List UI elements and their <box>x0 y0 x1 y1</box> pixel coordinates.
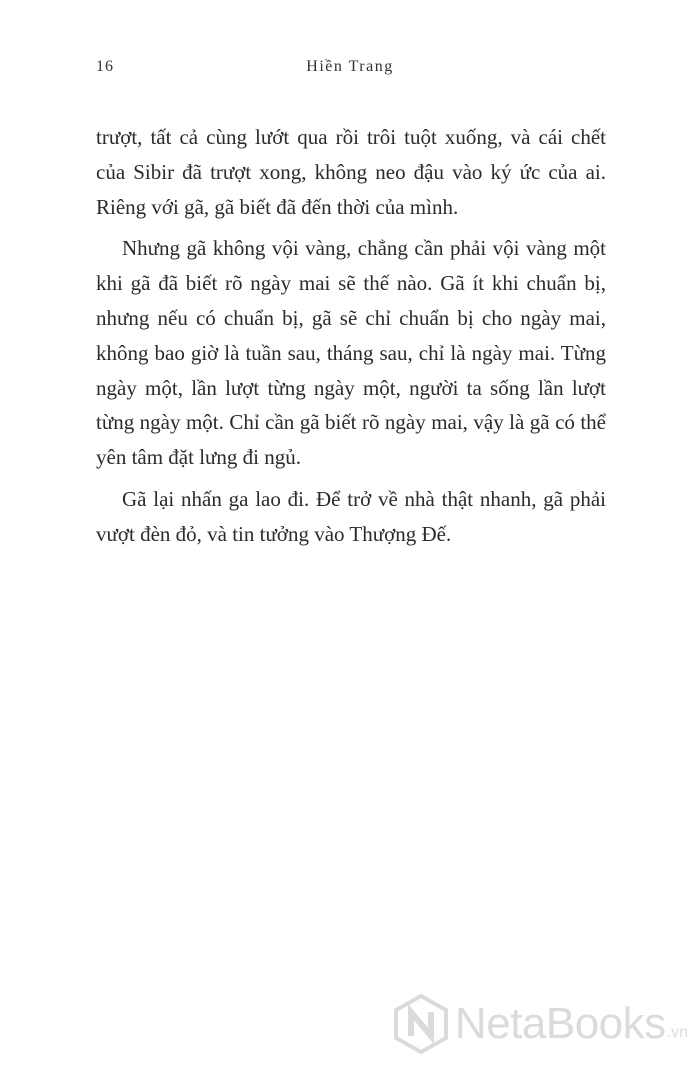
page-number: 16 <box>96 58 114 75</box>
paragraph-3: Gã lại nhấn ga lao đi. Để trở về nhà thật nhanh, gã phải vượt đèn đỏ, và tin tưởng vào Thượng Đế. <box>96 486 606 546</box>
page-header <box>96 58 604 80</box>
paragraph-1: trượt, tất cả cùng lướt qua rồi trôi tuột xuống, và cái chết của Sibir đã trượt xong, không neo đậu vào ký ức của ai. Riêng với gã, gã biết đã đến thời của mình. <box>96 125 606 219</box>
watermark <box>393 994 688 1054</box>
watermark-brand: NetaBooks <box>454 999 666 1048</box>
paragraph-2: Nhưng gã không vội vàng, chẳng cần phải vội vàng một khi gã đã biết rõ ngày mai sẽ thế nào. Gã ít khi chuẩn bị, nhưng nếu có chuẩn bị, gã sẽ chỉ chuẩn bị cho ngày mai, không bao giờ là tuần sau, tháng sau, chỉ là ngày mai. Từng ngày một, lần lượt từng ngày một, người ta sống lần lượt từng ngày một. Chỉ cần gã biết rõ ngày mai, vậy là gã có thể yên tâm đặt lưng đi ngủ. <box>96 236 606 470</box>
body-text <box>96 120 606 559</box>
watermark-suffix: .vn <box>666 1024 688 1041</box>
netabooks-logo-icon <box>393 994 449 1054</box>
running-head-author: Hiền Trang <box>306 58 394 75</box>
